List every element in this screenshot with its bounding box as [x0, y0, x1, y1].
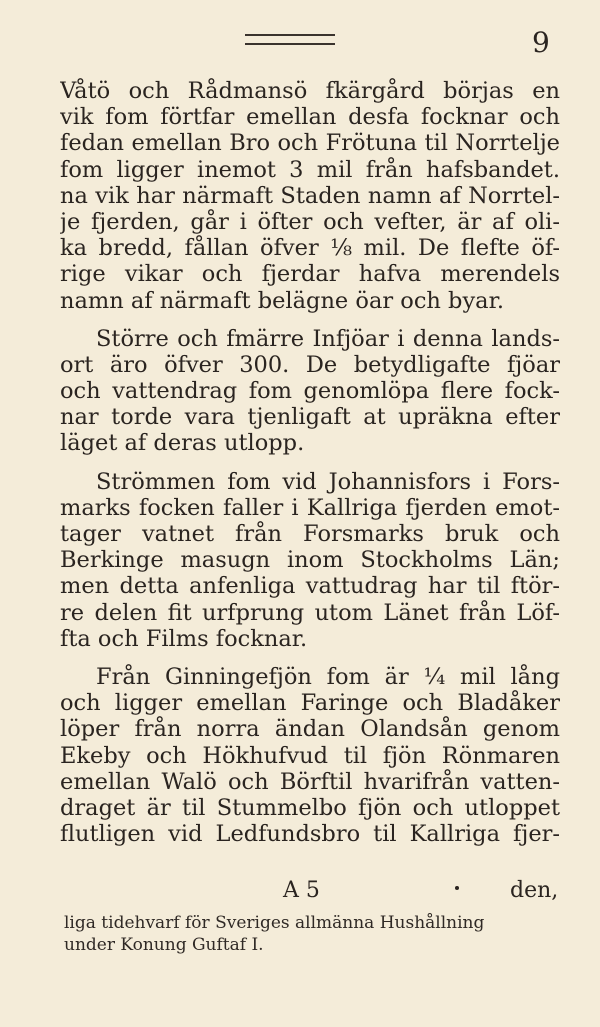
text-line: re delen fit urfprung utom Länet från Löf- [60, 599, 560, 626]
text-line: vik fom förtfar emellan desfa focknar och [60, 104, 560, 131]
catchword: den, [510, 878, 559, 903]
text-line: Från Ginningefjön fom är ¼ mil lång [96, 663, 560, 690]
page-number: 9 [532, 26, 550, 59]
paragraph-3 [60, 469, 560, 652]
text-line: läget af deras utlopp. [60, 430, 305, 457]
text-line: tager vatnet från Forsmarks bruk och [60, 521, 560, 547]
paragraph-4 [60, 664, 560, 847]
text-line: fedan emellan Bro och Frötuna til Norrtelje [60, 130, 560, 157]
text-line: Större och fmärre Infjöar i denna lands- [96, 325, 560, 352]
text-line: men detta anfenliga vattudrag har til ftör- [60, 573, 560, 600]
footnote [64, 912, 564, 956]
signature-mark: A 5 [283, 878, 320, 903]
text-line: na vik har närmaft Staden namn af Norrtel- [60, 182, 560, 209]
text-line: je fjerden, går i öfter och vefter, är af oli- [60, 208, 560, 235]
text-line: fom ligger inemot 3 mil från hafsbandet. [60, 156, 560, 183]
text-line: och ligger emellan Faringe och Bladåker [60, 690, 560, 717]
text-line: flutligen vid Ledfundsbro til Kallriga fjer- [60, 821, 560, 848]
text-line: marks focken faller i Kallriga fjerden emot- [60, 494, 560, 521]
paragraph-1 [60, 78, 560, 314]
paragraph-2 [60, 326, 560, 457]
text-line: och vattendrag fom genomlöpa flere fock- [60, 378, 560, 405]
text-line: emellan Walö och Börftil hvarifrån vatten- [60, 768, 560, 795]
header-rule-ornament [245, 34, 335, 45]
text-line: Strömmen fom vid Johannisfors i Fors- [96, 468, 560, 495]
text-line: löper från norra ändan Olandsån genom [60, 716, 560, 743]
body-text [60, 78, 560, 847]
text-line: ka bredd, fållan öfver ⅛ mil. De flefte öf- [60, 235, 560, 262]
text-line: rige vikar och fjerdar hafva merendels [60, 261, 560, 288]
text-line: fta och Films focknar. [60, 625, 308, 652]
text-line: Våtö och Rådmansö fkärgård börjas en [60, 78, 560, 104]
dot-mark [455, 886, 459, 890]
text-line: draget är til Stummelbo fjön och utloppet [60, 794, 560, 821]
text-line: namn af närmaft belägne öar och byar. [60, 287, 505, 314]
text-line: ort äro öfver 300. De betydligafte fjöar [60, 351, 560, 378]
text-line: nar torde vara tjenligaft at upräkna efter [60, 404, 560, 431]
text-line: Ekeby och Hökhufvud til fjön Rönmaren [60, 742, 560, 769]
footnote-line: under Konung Guftaf I. [64, 935, 264, 955]
text-line: Berkinge masugn inom Stockholms Län; [60, 547, 560, 574]
footnote-line: liga tidehvarf för Sveriges allmänna Hushållning [64, 913, 485, 933]
